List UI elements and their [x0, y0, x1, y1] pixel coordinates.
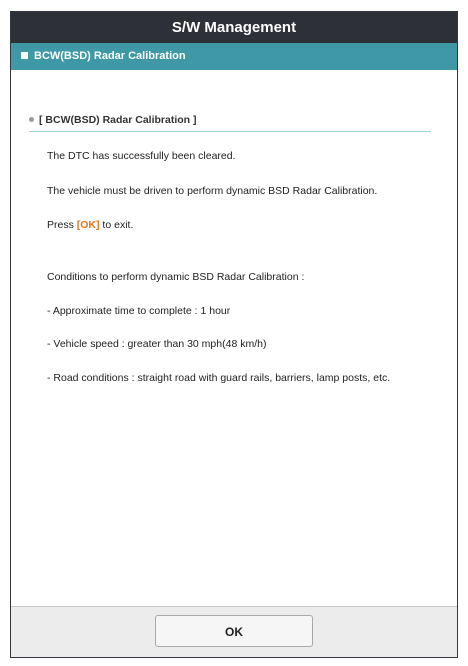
message-line-drive-required: The vehicle must be driven to perform dynamic BSD Radar Calibration.: [47, 185, 378, 197]
subheading: [29, 108, 431, 132]
press-prefix: Press: [47, 219, 77, 231]
section-title: BCW(BSD) Radar Calibration: [34, 50, 186, 62]
ok-key-highlight: [OK]: [76, 219, 100, 231]
square-bullet-icon: [21, 52, 28, 59]
subheading-text: [ BCW(BSD) Radar Calibration ]: [39, 114, 197, 126]
condition-item: - Road conditions : straight road with guard rails, barriers, lamp posts, etc.: [47, 372, 391, 384]
message-line-dtc-cleared: The DTC has successfully been cleared.: [47, 150, 236, 162]
message-line-press-ok: [47, 219, 133, 231]
dialog-footer: [11, 606, 457, 657]
window-title: S/W Management: [11, 12, 457, 43]
ok-button[interactable]: OK: [155, 615, 313, 647]
section-header: [11, 43, 457, 70]
condition-item: - Vehicle speed : greater than 30 mph(48 km/h): [47, 338, 267, 350]
dot-bullet-icon: [29, 117, 34, 122]
conditions-heading: Conditions to perform dynamic BSD Radar Calibration :: [47, 271, 305, 283]
message-content: [11, 70, 457, 607]
press-suffix: to exit.: [99, 219, 134, 231]
dialog-window: [10, 11, 458, 658]
condition-item: - Approximate time to complete : 1 hour: [47, 305, 231, 317]
